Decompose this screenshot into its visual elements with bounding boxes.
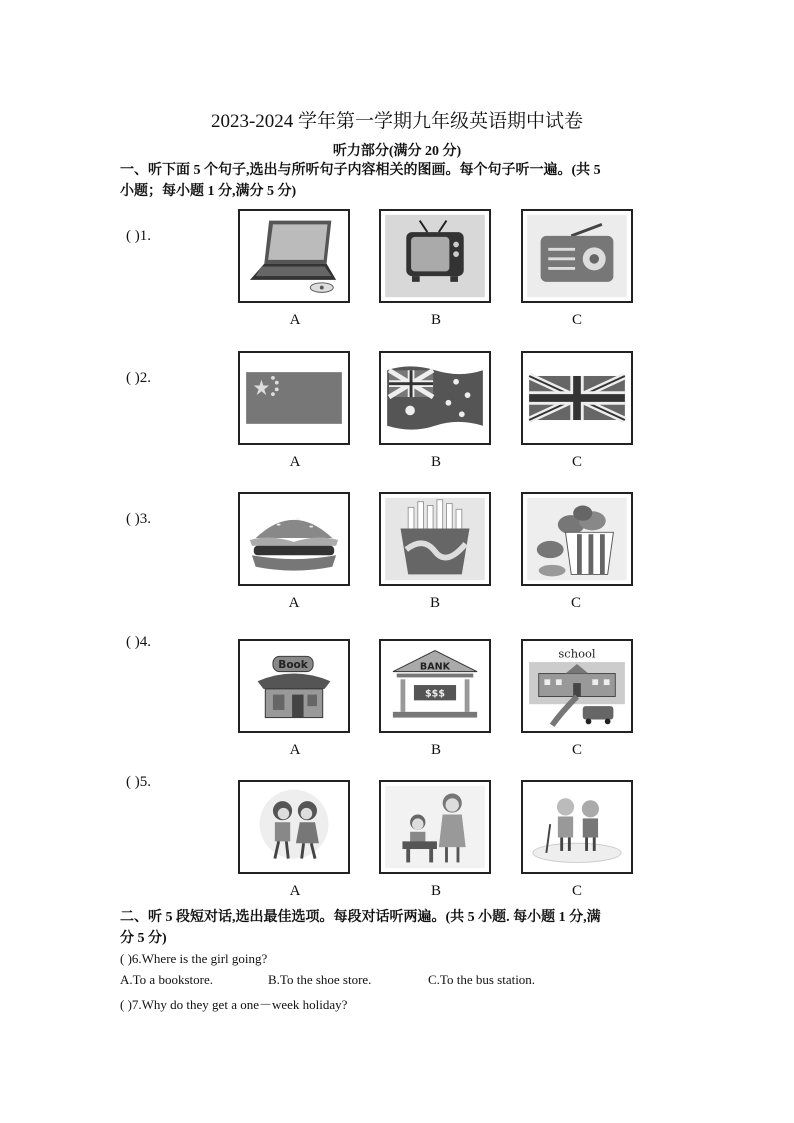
listening-header: 听力部分(满分 20 分)	[332, 144, 462, 159]
option-label-a: A	[289, 742, 301, 758]
book-sign-text: Book	[278, 658, 308, 671]
option-label-b: B	[430, 883, 441, 899]
question-4-answer-blank[interactable]: ( )4.	[126, 634, 151, 650]
australia-flag-picture	[379, 351, 491, 445]
option-label-a: A	[288, 595, 300, 611]
hamburger-picture	[238, 492, 350, 586]
question-3-answer-blank[interactable]: ( )3.	[126, 511, 151, 527]
school-picture	[521, 639, 633, 733]
option-label-c: C	[571, 312, 582, 328]
option-label-c: C	[571, 883, 582, 899]
teacher-picture	[379, 780, 491, 874]
page-title: 2023-2024 学年第一学期九年级英语期中试卷	[210, 111, 584, 132]
uk-flag-picture	[521, 351, 633, 445]
section1-instruction-line2: 小题；每小题 1 分,满分 5 分)	[120, 184, 297, 199]
section2-instruction	[120, 907, 685, 949]
question-6: ( )6.Where is the girl going?	[120, 951, 268, 966]
option-label-a: A	[289, 312, 301, 328]
option-label-a: A	[289, 454, 301, 470]
option-label-c: C	[570, 595, 581, 611]
section2-instruction-line1: 二、听 5 段短对话,选出最佳选项。每段对话听两遍。(共 5 小题. 每小题 1 分,满	[120, 910, 601, 925]
section1-instruction-line1: 一、听下面 5 个句子,选出与所听句子内容相关的图画。每个句子听一遍。(共 5	[120, 163, 601, 178]
tv-picture	[379, 209, 491, 303]
bank-money-text: $$$	[425, 688, 445, 700]
section1-instruction	[120, 160, 680, 202]
option-label-a: A	[289, 883, 301, 899]
option-label-b: B	[430, 742, 441, 758]
question-2-answer-blank[interactable]: ( )2.	[126, 370, 151, 386]
option-label-b: B	[430, 454, 441, 470]
question-6-option-c[interactable]: C.To the bus station.	[428, 972, 536, 987]
question-1-answer-blank[interactable]: ( )1.	[126, 228, 151, 244]
bank-sign-text: BANK	[419, 661, 451, 673]
option-label-b: B	[429, 595, 440, 611]
option-label-c: C	[571, 742, 582, 758]
fried-chicken-picture	[521, 492, 633, 586]
question-7: ( )7.Why do they get a one－week holiday?	[120, 997, 348, 1012]
grandparents-picture	[521, 780, 633, 874]
china-flag-picture	[238, 351, 350, 445]
option-label-b: B	[430, 312, 441, 328]
school-sign-text: school	[558, 646, 596, 661]
question-6-option-b[interactable]: B.To the shoe store.	[268, 972, 372, 987]
bookstore-picture	[238, 639, 350, 733]
option-label-c: C	[571, 454, 582, 470]
section2-instruction-line2: 分 5 分)	[120, 931, 167, 946]
laptop-picture	[238, 209, 350, 303]
question-5-answer-blank[interactable]: ( )5.	[126, 774, 151, 790]
radio-picture	[521, 209, 633, 303]
question-6-option-a[interactable]: A.To a bookstore.	[120, 972, 213, 987]
fries-picture	[379, 492, 491, 586]
bank-picture	[379, 639, 491, 733]
kids-picture	[238, 780, 350, 874]
